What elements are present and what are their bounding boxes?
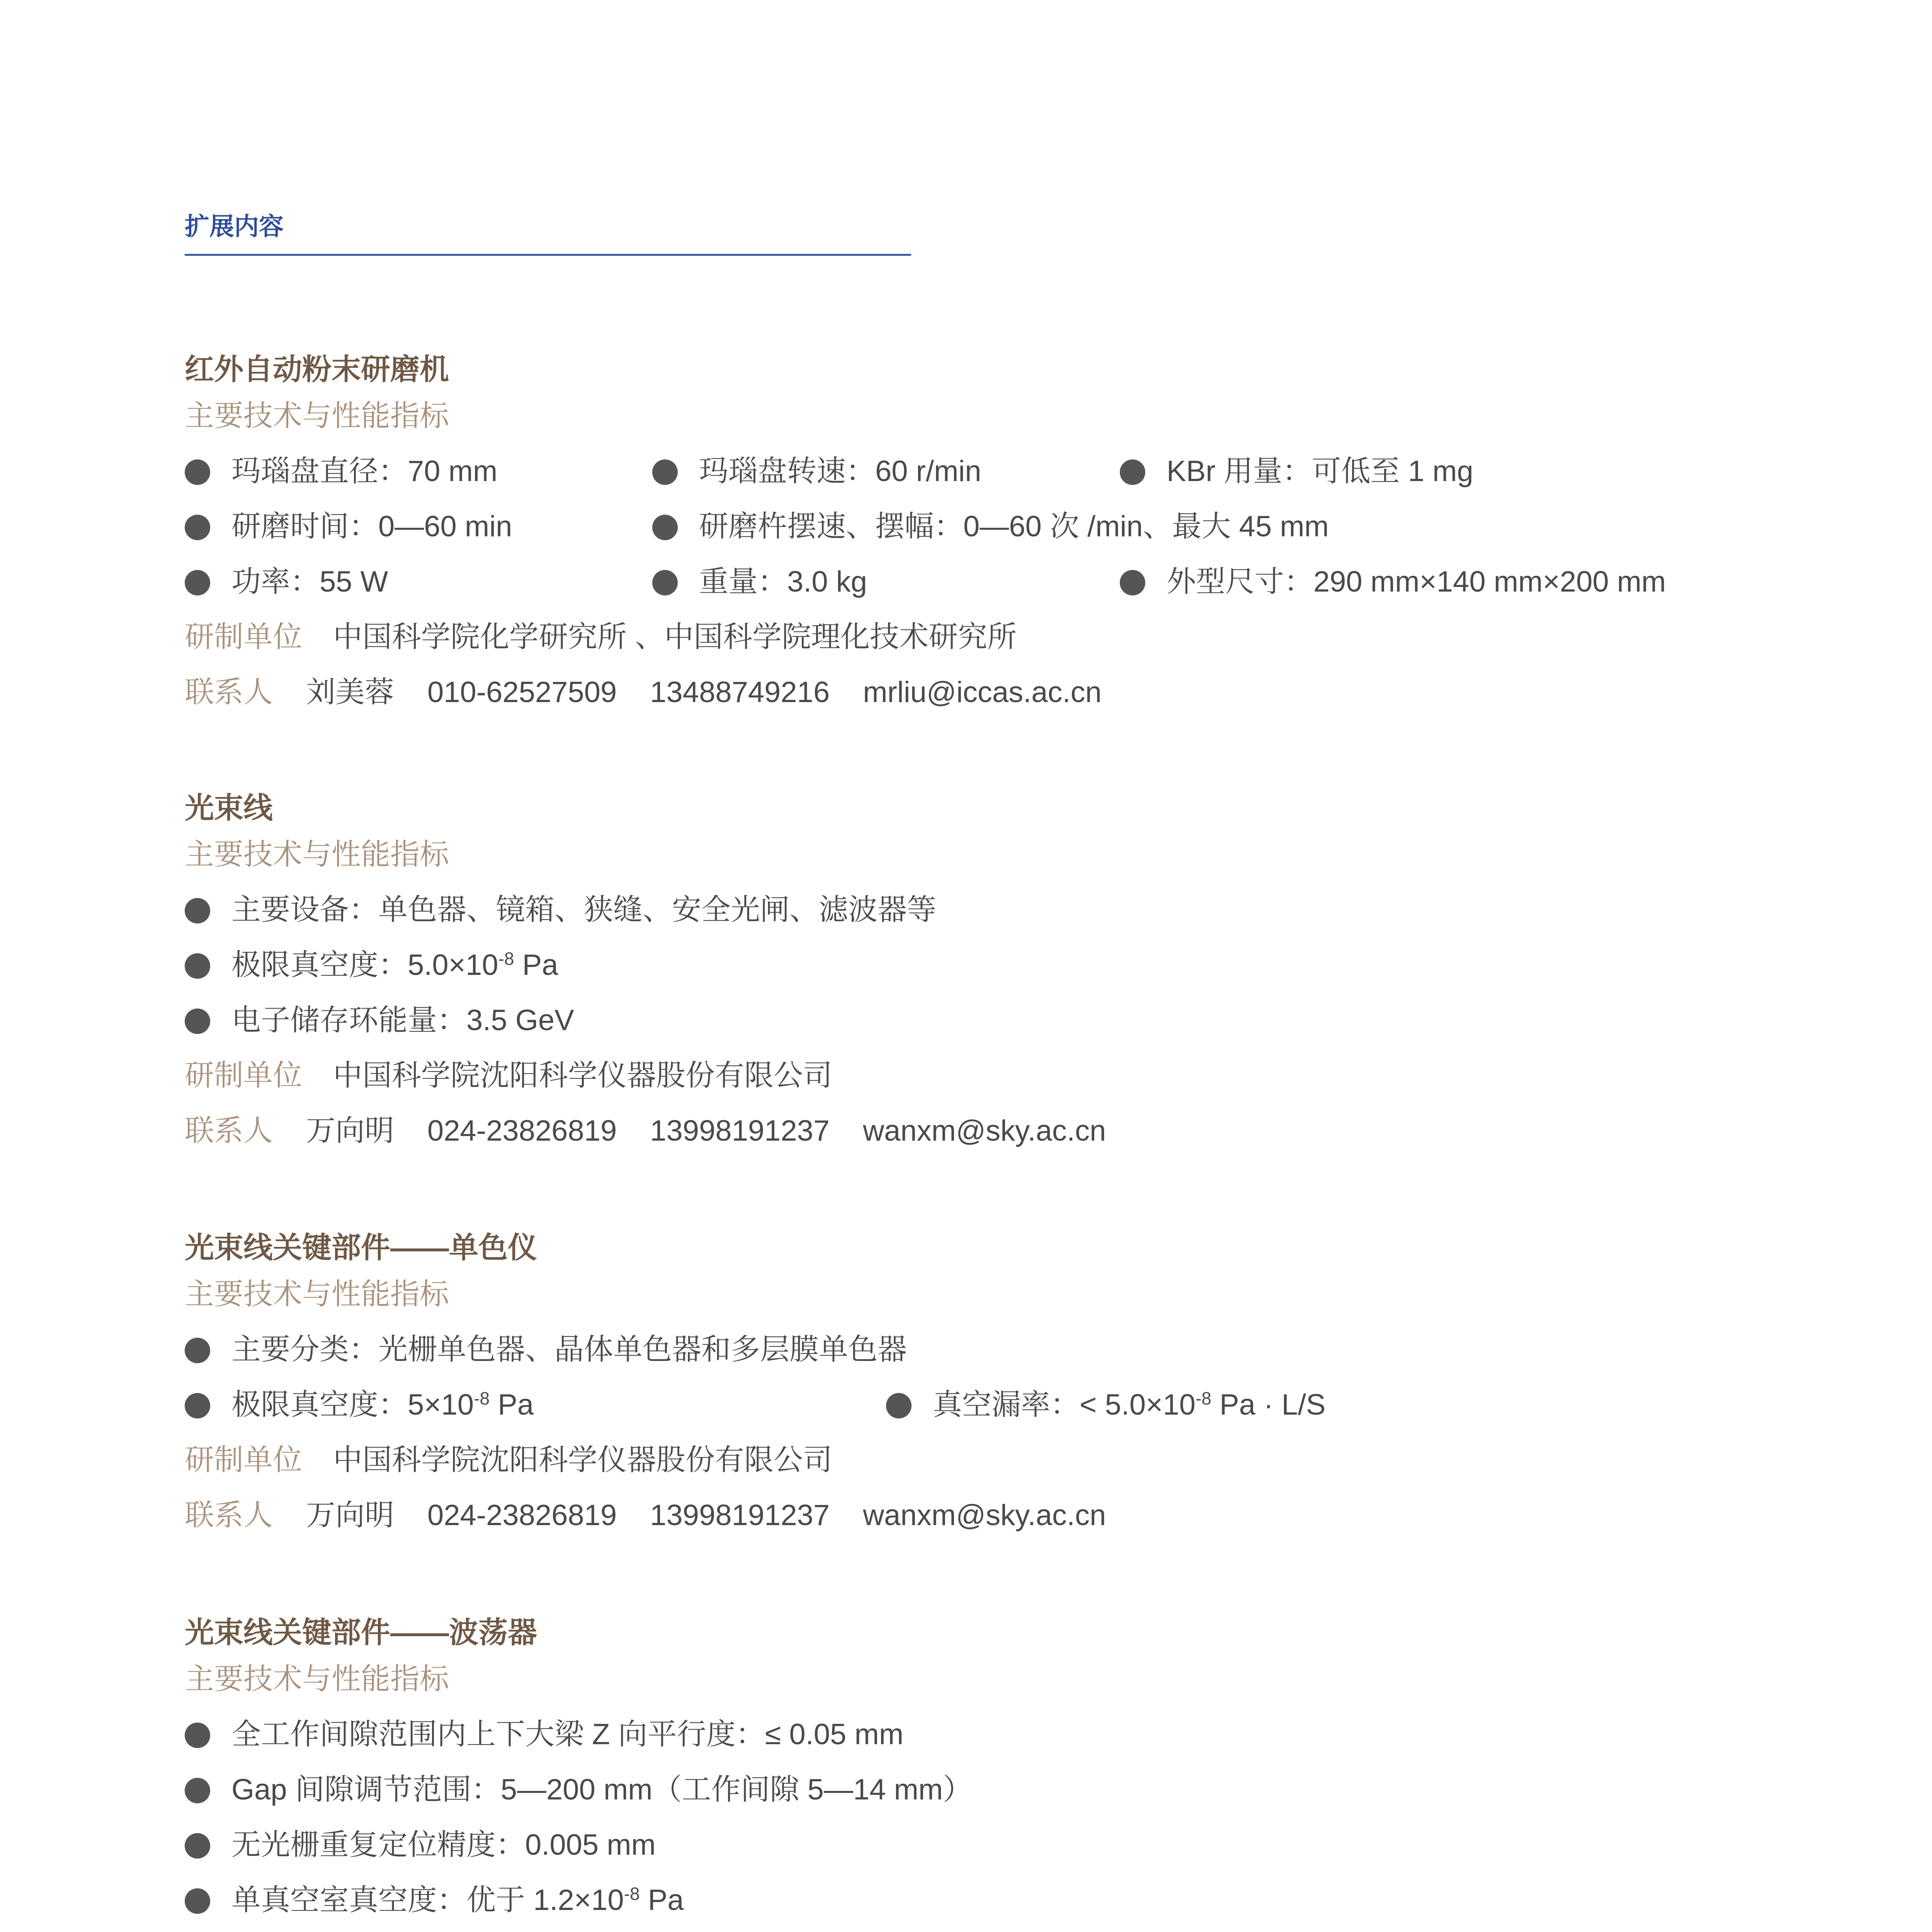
contact-phone: 010-62527509 — [427, 676, 617, 709]
bullet-icon — [185, 898, 210, 923]
spec-row — [185, 993, 1808, 1048]
spec-row — [185, 554, 1808, 609]
unit-row — [185, 1432, 1808, 1488]
contact-phone: 024-23826819 — [427, 1499, 617, 1532]
contact-row — [185, 1488, 1808, 1543]
bullet-icon — [185, 953, 210, 979]
spec-item: KBr 用量：可低至 1 mg — [1120, 444, 1473, 499]
spec-row — [185, 499, 1808, 554]
contact-name: 万向明 — [306, 1499, 394, 1532]
spec-item: 研磨时间：0—60 min — [185, 499, 512, 554]
unit-label: 研制单位 — [185, 1059, 302, 1092]
spec-row — [185, 1707, 1808, 1762]
spec-item: 极限真空度：$5\times 10^{-8}$ Pa — [185, 1377, 534, 1432]
bullet-icon — [652, 570, 678, 595]
spec-item: 单真空室真空度：优于 $1.2\times 10^{-8}$ Pa — [185, 1872, 684, 1928]
product-section — [185, 784, 1808, 1158]
product-section — [185, 346, 1808, 720]
spec-item: 主要设备：单色器、镜箱、狭缝、安全光闸、滤波器等 — [185, 882, 936, 937]
indicators-heading: 主要技术与性能指标 — [185, 1278, 449, 1311]
spec-item: 玛瑙盘转速：60 r/min — [652, 444, 981, 499]
bullet-icon — [185, 1338, 210, 1363]
unit-label: 研制单位 — [185, 1444, 302, 1476]
bullet-icon — [1120, 459, 1145, 485]
contact-mobile: 13998191237 — [650, 1499, 830, 1532]
spec-item: 重量：3.0 kg — [652, 554, 867, 609]
spec-row — [185, 1762, 1808, 1817]
unit-label: 研制单位 — [185, 621, 302, 653]
indicators-heading: 主要技术与性能指标 — [185, 838, 449, 871]
contact-name: 万向明 — [306, 1114, 394, 1147]
bullet-icon — [652, 515, 678, 540]
contact-label: 联系人 — [185, 1114, 273, 1147]
spec-item: 外型尺寸：290 mm×140 mm×200 mm — [1120, 554, 1666, 609]
indicators-heading: 主要技术与性能指标 — [185, 400, 449, 432]
contact-row — [185, 1103, 1808, 1158]
header-title: 扩展内容 — [185, 213, 284, 240]
contact-email[interactable]: wanxm@sky.ac.cn — [863, 1114, 1106, 1147]
unit-row — [185, 609, 1808, 665]
spec-row — [185, 444, 1808, 499]
spec-row — [185, 882, 1808, 937]
unit-label — [185, 1928, 302, 1932]
indicators-heading: 主要技术与性能指标 — [185, 1663, 449, 1696]
bullet-icon — [886, 1393, 912, 1418]
spec-item: 主要分类：光栅单色器、晶体单色器和多层膜单色器 — [185, 1322, 907, 1377]
bullet-icon — [185, 1833, 210, 1859]
contact-mobile: 13998191237 — [650, 1114, 830, 1147]
unit-value — [333, 1928, 832, 1932]
contact-name: 刘美蓉 — [306, 676, 394, 709]
bullet-icon — [185, 570, 210, 595]
spec-item: 无光栅重复定位精度：0.005 mm — [185, 1817, 656, 1872]
section-title: 光束线关键部件——波荡器 — [185, 1616, 537, 1649]
spec-item: 全工作间隙范围内上下大梁 Z 向平行度：≤ 0.05 mm — [185, 1707, 903, 1762]
spec-row — [185, 1817, 1808, 1872]
spec-row — [185, 937, 1808, 993]
product-section — [185, 1609, 1808, 1932]
page-header — [185, 207, 911, 256]
bullet-icon — [185, 1009, 210, 1034]
spec-row — [185, 1377, 1808, 1432]
bullet-icon — [1120, 570, 1145, 595]
bullet-icon — [652, 459, 678, 485]
contact-email[interactable]: wanxm@sky.ac.cn — [863, 1499, 1106, 1532]
bullet-icon — [185, 1888, 210, 1914]
contact-label: 联系人 — [185, 676, 273, 709]
unit-value: 中国科学院沈阳科学仪器股份有限公司 — [333, 1059, 832, 1092]
spec-item: 电子储存环能量：3.5 GeV — [185, 993, 574, 1048]
contact-mobile: 13488749216 — [650, 676, 830, 709]
unit-value: 中国科学院化学研究所 、中国科学院理化技术研究所 — [333, 621, 1017, 653]
bullet-icon — [185, 1723, 210, 1748]
spec-item: 研磨杵摆速、摆幅：0—60 次 /min、最大 45 mm — [652, 499, 1329, 554]
unit-value: 中国科学院沈阳科学仪器股份有限公司 — [333, 1444, 832, 1476]
spec-item: 真空漏率：< $5.0\times 10^{-8}$ Pa · L/S — [886, 1377, 1326, 1432]
contact-phone: 024-23826819 — [427, 1114, 617, 1147]
bullet-icon — [185, 459, 210, 485]
contact-row — [185, 665, 1808, 720]
section-title: 光束线关键部件——单色仪 — [185, 1231, 537, 1264]
contact-email[interactable]: mrliu@iccas.ac.cn — [863, 676, 1102, 709]
section-title: 红外自动粉末研磨机 — [185, 353, 449, 386]
spec-row — [185, 1872, 1808, 1928]
contact-label: 联系人 — [185, 1499, 273, 1532]
spec-item: 玛瑙盘直径：70 mm — [185, 444, 497, 499]
bullet-icon — [185, 1778, 210, 1803]
spec-item: 极限真空度：$5.0\times 10^{-8}$ Pa — [185, 937, 558, 993]
spec-row — [185, 1322, 1808, 1377]
bullet-icon — [185, 515, 210, 540]
bullet-icon — [185, 1393, 210, 1418]
unit-row — [185, 1048, 1808, 1103]
spec-item: Gap 间隙调节范围：5—200 mm（工作间隙 5—14 mm） — [185, 1762, 972, 1817]
section-title: 光束线 — [185, 792, 273, 825]
unit-row — [185, 1928, 1808, 1932]
product-section — [185, 1224, 1808, 1543]
spec-item: 功率：55 W — [185, 554, 388, 609]
